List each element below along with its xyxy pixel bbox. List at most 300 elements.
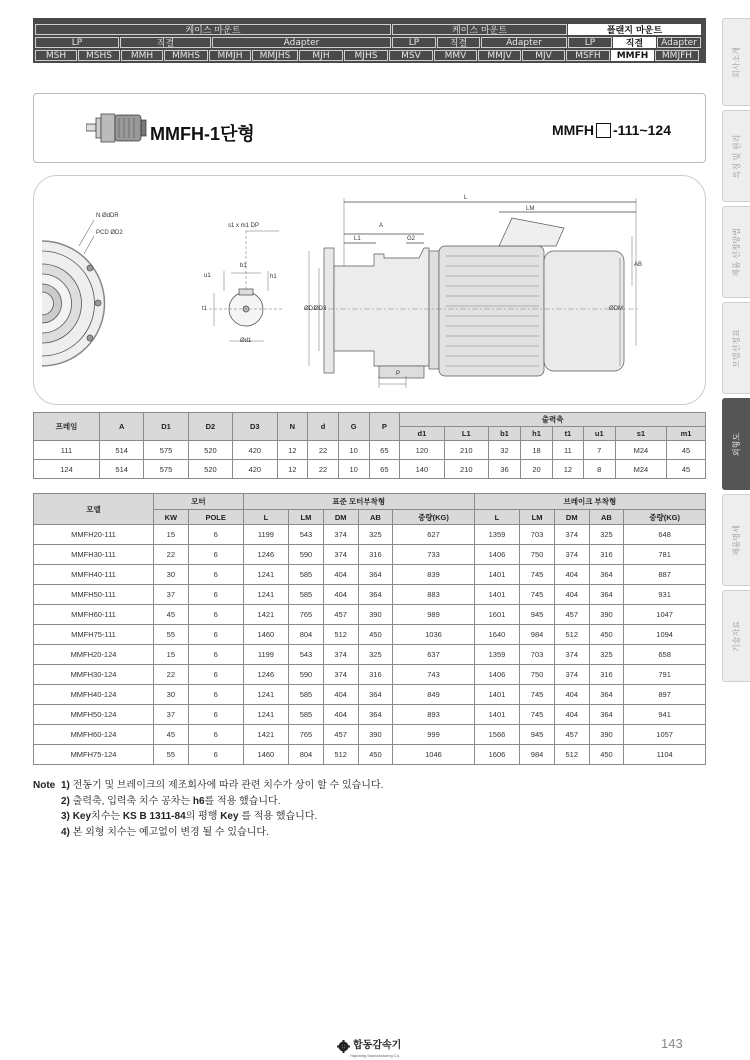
note-1-num: 1) (61, 780, 70, 791)
th-brk-DM: DM (554, 510, 589, 525)
table-cell: 316 (358, 545, 393, 565)
table-cell: 989 (393, 605, 475, 625)
table-cell: 316 (589, 545, 624, 565)
table-cell: 514 (100, 441, 144, 460)
th-std-DM: DM (323, 510, 358, 525)
label-G2: G2 (407, 236, 416, 242)
gear-logo-icon (337, 1040, 350, 1053)
table-cell: MMFH60-124 (34, 725, 154, 745)
th-frame: 프레임 (34, 413, 100, 441)
table-cell: 1057 (624, 725, 706, 745)
table-cell: 781 (624, 545, 706, 565)
th-N: N (277, 413, 308, 441)
table-cell: 575 (144, 460, 188, 479)
table-cell: 1047 (624, 605, 706, 625)
label-L1: L1 (354, 236, 361, 242)
table-cell: 450 (589, 745, 624, 765)
table-cell: 364 (358, 685, 393, 705)
label-b1: b1 (240, 263, 247, 269)
note-2-text-c: 를 적용 했습니다. (204, 795, 281, 807)
table-cell: 585 (289, 565, 324, 585)
table-cell: 512 (554, 625, 589, 645)
table-cell: 514 (100, 460, 144, 479)
table-cell: 512 (554, 745, 589, 765)
table-cell: 30 (154, 685, 189, 705)
table-cell: 590 (289, 545, 324, 565)
table-cell: 703 (520, 525, 555, 545)
table-cell: 1566 (474, 725, 519, 745)
company-logo (337, 1035, 401, 1058)
nav-mjh[interactable]: MJH (299, 50, 343, 61)
th-s1: s1 (615, 427, 666, 441)
table-cell: 1046 (393, 745, 475, 765)
table-cell: 450 (358, 625, 393, 645)
table-cell: 457 (554, 725, 589, 745)
table-cell: 22 (154, 545, 189, 565)
nav-adapter-1[interactable]: Adapter (212, 37, 391, 48)
table-cell: 15 (154, 525, 189, 545)
table-cell: 6 (188, 705, 243, 725)
nav-mjv[interactable]: MJV (522, 50, 565, 61)
table-cell: 45 (154, 605, 189, 625)
table-cell: 1359 (474, 645, 519, 665)
note-3 (33, 809, 383, 825)
table-cell: 585 (289, 585, 324, 605)
table-cell: 1606 (474, 745, 519, 765)
nav-lp-2[interactable]: LP (392, 37, 436, 48)
th-pole: POLE (188, 510, 243, 525)
nav-mmv[interactable]: MMV (434, 50, 477, 61)
th-brake-motor: 브레이크 부착형 (474, 494, 705, 510)
table-cell: 945 (520, 605, 555, 625)
nav-case-mount-1[interactable]: 케이스 마운트 (35, 24, 391, 35)
table-cell: 37 (154, 585, 189, 605)
table-cell: 12 (553, 460, 584, 479)
table-row (34, 565, 706, 585)
table-cell: 374 (554, 665, 589, 685)
table-cell: 420 (233, 441, 277, 460)
table-cell: 6 (188, 665, 243, 685)
table-cell: 18 (521, 441, 553, 460)
table-cell: 36 (488, 460, 520, 479)
table-cell: MMFH75-111 (34, 625, 154, 645)
table-cell: 1241 (243, 705, 288, 725)
table-cell: 124 (34, 460, 100, 479)
table-cell: 390 (358, 725, 393, 745)
label-ndrdr: N ØdDR (96, 213, 119, 219)
table-cell: 6 (188, 545, 243, 565)
table-cell: 791 (624, 665, 706, 685)
table-cell: 404 (323, 685, 358, 705)
label-d1: Ød1 (240, 338, 252, 344)
table-row (34, 725, 706, 745)
table-cell: 512 (323, 745, 358, 765)
note-3-text-e: Key (220, 811, 239, 822)
table-row (34, 625, 706, 645)
nav-direct-2[interactable]: 직결 (437, 37, 480, 48)
table-cell: 1241 (243, 585, 288, 605)
th-standard-motor: 표준 모터부착형 (243, 494, 474, 510)
side-tab-company[interactable]: 회사소개 (722, 18, 750, 106)
table-cell: 1094 (624, 625, 706, 645)
table-cell: 658 (624, 645, 706, 665)
table-row (34, 441, 706, 460)
table-cell: 627 (393, 525, 475, 545)
table-cell: 1241 (243, 685, 288, 705)
model-code-suffix: -111~124 (612, 122, 671, 138)
nav-mmhs[interactable]: MMHS (164, 50, 208, 61)
table-cell: MMFH60-111 (34, 605, 154, 625)
side-tab-specs[interactable]: 제품명세 (722, 494, 750, 586)
model-spec-table (33, 493, 706, 765)
table-cell: 457 (323, 725, 358, 745)
note-2-text-b: h6 (192, 795, 205, 807)
table-cell: 931 (624, 585, 706, 605)
th-d1: d1 (400, 427, 444, 441)
th-std-LM: LM (289, 510, 324, 525)
table-cell: 404 (323, 585, 358, 605)
side-tab-tech[interactable]: 기술자료 (722, 590, 750, 682)
note-4-num: 4) (61, 826, 70, 838)
th-brk-LM: LM (520, 510, 555, 525)
note-3-text-a: Key (72, 811, 92, 822)
th-std-weight: 중량(KG) (393, 510, 475, 525)
nav-direct-3[interactable]: 직결 (613, 37, 656, 48)
company-name: 합동감속기 (353, 1040, 402, 1051)
table-cell: 457 (323, 605, 358, 625)
table-cell: 325 (589, 645, 624, 665)
table-cell: M24 (615, 460, 666, 479)
side-tab-features[interactable]: 특징 및 원리 (722, 110, 750, 202)
table-cell: 374 (554, 525, 589, 545)
th-h1: h1 (521, 427, 553, 441)
nav-msfh[interactable]: MSFH (566, 50, 610, 61)
table-cell: 22 (308, 441, 339, 460)
table-cell: 316 (358, 665, 393, 685)
table-cell: 543 (289, 645, 324, 665)
table-cell: 1421 (243, 605, 288, 625)
th-motor: 모터 (154, 494, 244, 510)
th-A: A (100, 413, 144, 441)
note-3-text-b: 치수는 (91, 811, 121, 822)
nav-mshs[interactable]: MSHS (78, 50, 120, 61)
table-row (34, 645, 706, 665)
table-cell: 210 (444, 460, 488, 479)
table-cell: 1406 (474, 545, 519, 565)
table-cell: 6 (188, 585, 243, 605)
table-cell: 10 (338, 441, 369, 460)
table-cell: 374 (323, 545, 358, 565)
table-cell: 887 (624, 565, 706, 585)
table-cell: MMFH30-111 (34, 545, 154, 565)
table-cell: 1460 (243, 745, 288, 765)
side-tab-model-table[interactable]: 모델선정표 (722, 302, 750, 394)
table-cell: 750 (520, 665, 555, 685)
table-cell: 745 (520, 585, 555, 605)
nav-mjhs[interactable]: MJHS (344, 50, 388, 61)
table-cell: 745 (520, 705, 555, 725)
label-h1: h1 (270, 274, 277, 280)
table-row (34, 705, 706, 725)
table-cell: MMFH50-124 (34, 705, 154, 725)
nav-msv[interactable]: MSV (389, 50, 433, 61)
table-cell: 420 (233, 460, 277, 479)
table-cell: MMFH20-124 (34, 645, 154, 665)
table-cell: 750 (520, 545, 555, 565)
table-cell: 404 (323, 705, 358, 725)
table-cell: 6 (188, 645, 243, 665)
th-P: P (369, 413, 400, 441)
table-cell: 390 (589, 605, 624, 625)
table-cell: 745 (520, 685, 555, 705)
table-cell: 450 (589, 625, 624, 645)
table-cell: 404 (554, 565, 589, 585)
model-code-prefix: MMFH (551, 122, 594, 138)
nav-mmjfh[interactable]: MMJFH (655, 50, 699, 61)
side-tabs (722, 18, 750, 686)
nav-flange-mount[interactable]: 플랜지 마운트 (568, 24, 701, 35)
table-cell: 1246 (243, 665, 288, 685)
side-tab-selection[interactable]: 제품 선정방법 (722, 206, 750, 298)
note-3-num: 3) (61, 811, 70, 822)
table-cell: 765 (289, 605, 324, 625)
table-cell: 22 (154, 665, 189, 685)
note-2-text-a: 출력축, 입력축 치수 공차는 (72, 795, 191, 807)
table-cell: 6 (188, 625, 243, 645)
th-d: d (308, 413, 339, 441)
label-pcd: PCD ØD2 (96, 230, 123, 236)
table-cell: 585 (289, 685, 324, 705)
table-cell: MMFH40-111 (34, 565, 154, 585)
table-row (34, 665, 706, 685)
table-cell: 984 (520, 625, 555, 645)
table-cell: 374 (554, 545, 589, 565)
nav-msh[interactable]: MSH (35, 50, 77, 61)
table-cell: 55 (154, 625, 189, 645)
nav-mmjhs[interactable]: MMJHS (252, 50, 298, 61)
table-cell: 210 (444, 441, 488, 460)
notes (33, 778, 383, 840)
table-cell: 1246 (243, 545, 288, 565)
table-cell: 325 (358, 525, 393, 545)
table-cell: 20 (521, 460, 553, 479)
table-cell: 374 (323, 665, 358, 685)
note-4 (33, 825, 383, 841)
th-G: G (338, 413, 369, 441)
table-row (34, 685, 706, 705)
table-cell: 941 (624, 705, 706, 725)
th-std-AB: AB (358, 510, 393, 525)
table-cell: 512 (323, 625, 358, 645)
table-cell: 12 (277, 441, 308, 460)
table-cell: 7 (583, 441, 615, 460)
table-cell: 6 (188, 685, 243, 705)
th-D1: D1 (144, 413, 188, 441)
table-cell: 1640 (474, 625, 519, 645)
nav-case-mount-2[interactable]: 케이스 마운트 (392, 24, 567, 35)
th-u1: u1 (583, 427, 615, 441)
table-cell: 575 (144, 441, 188, 460)
table-cell: 404 (554, 705, 589, 725)
table-cell: 10 (338, 460, 369, 479)
table-cell: 120 (400, 441, 444, 460)
note-1-text: 전동기 및 브레이크의 제조회사에 따라 관련 치수가 상이 할 수 있습니다. (72, 780, 384, 791)
table-cell: MMFH30-124 (34, 665, 154, 685)
code-placeholder-box (596, 123, 611, 138)
table-row (34, 525, 706, 545)
table-cell: 140 (400, 460, 444, 479)
table-cell: 364 (589, 585, 624, 605)
note-4-text: 본 외형 치수는 예고없이 변경 될 수 있습니다. (72, 826, 269, 838)
table-cell: 404 (554, 585, 589, 605)
gearmotor-icon (86, 109, 148, 147)
table-cell: 30 (154, 565, 189, 585)
note-3-text-f: 를 적용 했습니다. (241, 811, 318, 822)
table-cell: 404 (323, 565, 358, 585)
table-cell: 1401 (474, 705, 519, 725)
frame-dimension-table (33, 412, 706, 479)
table-cell: 325 (358, 645, 393, 665)
table-cell: 22 (308, 460, 339, 479)
table-cell: 520 (188, 460, 232, 479)
table-cell: 1241 (243, 565, 288, 585)
table-cell: 804 (289, 625, 324, 645)
drawing-svg (34, 176, 706, 405)
note-2-num: 2) (61, 795, 70, 807)
note-2 (33, 794, 383, 810)
table-cell: 457 (554, 605, 589, 625)
table-cell: MMFH50-111 (34, 585, 154, 605)
table-cell: 364 (589, 685, 624, 705)
nav-mmfh[interactable]: MMFH (611, 50, 654, 61)
table-cell: 804 (289, 745, 324, 765)
table-cell: 1401 (474, 585, 519, 605)
table-cell: 390 (589, 725, 624, 745)
nav-adapter-3[interactable]: Adapter (657, 37, 701, 48)
table-cell: 648 (624, 525, 706, 545)
table-cell: 6 (188, 605, 243, 625)
side-tab-dimensions[interactable]: 외형도 (722, 398, 750, 490)
note-3-text-d: 의 평행 (185, 811, 218, 822)
table-cell: 45 (154, 725, 189, 745)
table-cell: 390 (358, 605, 393, 625)
table-cell: 374 (323, 525, 358, 545)
table-cell: 15 (154, 645, 189, 665)
table-cell: 745 (520, 565, 555, 585)
table-cell: 543 (289, 525, 324, 545)
table-cell: 849 (393, 685, 475, 705)
table-cell: 743 (393, 665, 475, 685)
table-cell: 520 (188, 441, 232, 460)
nav-lp-1[interactable]: LP (35, 37, 119, 48)
th-t1: t1 (553, 427, 584, 441)
th-m1: m1 (667, 427, 706, 441)
th-b1: b1 (488, 427, 520, 441)
table-cell: 364 (358, 565, 393, 585)
table-cell: 590 (289, 665, 324, 685)
label-t1: t1 (202, 306, 208, 312)
table-cell: MMFH75-124 (34, 745, 154, 765)
table-cell: 450 (358, 745, 393, 765)
model-code (552, 122, 671, 138)
nav-direct-1[interactable]: 직결 (120, 37, 211, 48)
nav-lp-3[interactable]: LP (568, 37, 612, 48)
table-cell: 893 (393, 705, 475, 725)
table-row (34, 605, 706, 625)
table-cell: 8 (583, 460, 615, 479)
table-cell: 11 (553, 441, 584, 460)
label-P: P (396, 371, 401, 377)
label-LM: LM (526, 206, 535, 212)
table-row (34, 585, 706, 605)
nav-mmjh[interactable]: MMJH (209, 50, 251, 61)
table-cell: 364 (589, 565, 624, 585)
label-u1: u1 (204, 273, 211, 279)
table-cell: 404 (554, 685, 589, 705)
nav-mmh[interactable]: MMH (121, 50, 163, 61)
table-cell: 1401 (474, 685, 519, 705)
label-L: L (464, 195, 468, 201)
th-brk-weight: 중량(KG) (624, 510, 706, 525)
table-cell: 111 (34, 441, 100, 460)
page-number: 143 (661, 1036, 683, 1051)
table-cell: 12 (277, 460, 308, 479)
table-cell: 6 (188, 725, 243, 745)
nav-mmjv[interactable]: MMJV (478, 50, 521, 61)
table-cell: 883 (393, 585, 475, 605)
title-box (33, 93, 706, 163)
table-cell: 374 (323, 645, 358, 665)
table-cell: 45 (667, 460, 706, 479)
table-cell: 364 (589, 705, 624, 725)
table-cell: 316 (589, 665, 624, 685)
label-D3: ØD3 (314, 306, 327, 312)
product-nav (33, 18, 706, 63)
table-cell: 733 (393, 545, 475, 565)
th-std-L: L (243, 510, 288, 525)
table-cell: MMFH20-111 (34, 525, 154, 545)
table-row (34, 460, 706, 479)
table-cell: 897 (624, 685, 706, 705)
table-cell: MMFH40-124 (34, 685, 154, 705)
table-cell: 374 (554, 645, 589, 665)
table-cell: 839 (393, 565, 475, 585)
th-brk-AB: AB (589, 510, 624, 525)
table-cell: M24 (615, 441, 666, 460)
table-cell: 325 (589, 525, 624, 545)
table-row (34, 745, 706, 765)
label-D1: ØD1 (304, 306, 317, 312)
table-cell: 32 (488, 441, 520, 460)
table-cell: 65 (369, 460, 400, 479)
table-cell: 1601 (474, 605, 519, 625)
nav-adapter-2[interactable]: Adapter (481, 37, 567, 48)
table-cell: 637 (393, 645, 475, 665)
label-s1m1: s1 x m1 DP (228, 223, 260, 229)
table-cell: 1199 (243, 645, 288, 665)
table-cell: 45 (667, 441, 706, 460)
company-name-en: Hapdong Manufacturing Co. (350, 1053, 401, 1058)
table-cell: 765 (289, 725, 324, 745)
table-cell: 1104 (624, 745, 706, 765)
table-cell: 364 (358, 585, 393, 605)
table-cell: 1460 (243, 625, 288, 645)
table-cell: 703 (520, 645, 555, 665)
table-cell: 6 (188, 745, 243, 765)
table-cell: 984 (520, 745, 555, 765)
dimension-drawing (33, 175, 706, 405)
table-cell: 945 (520, 725, 555, 745)
